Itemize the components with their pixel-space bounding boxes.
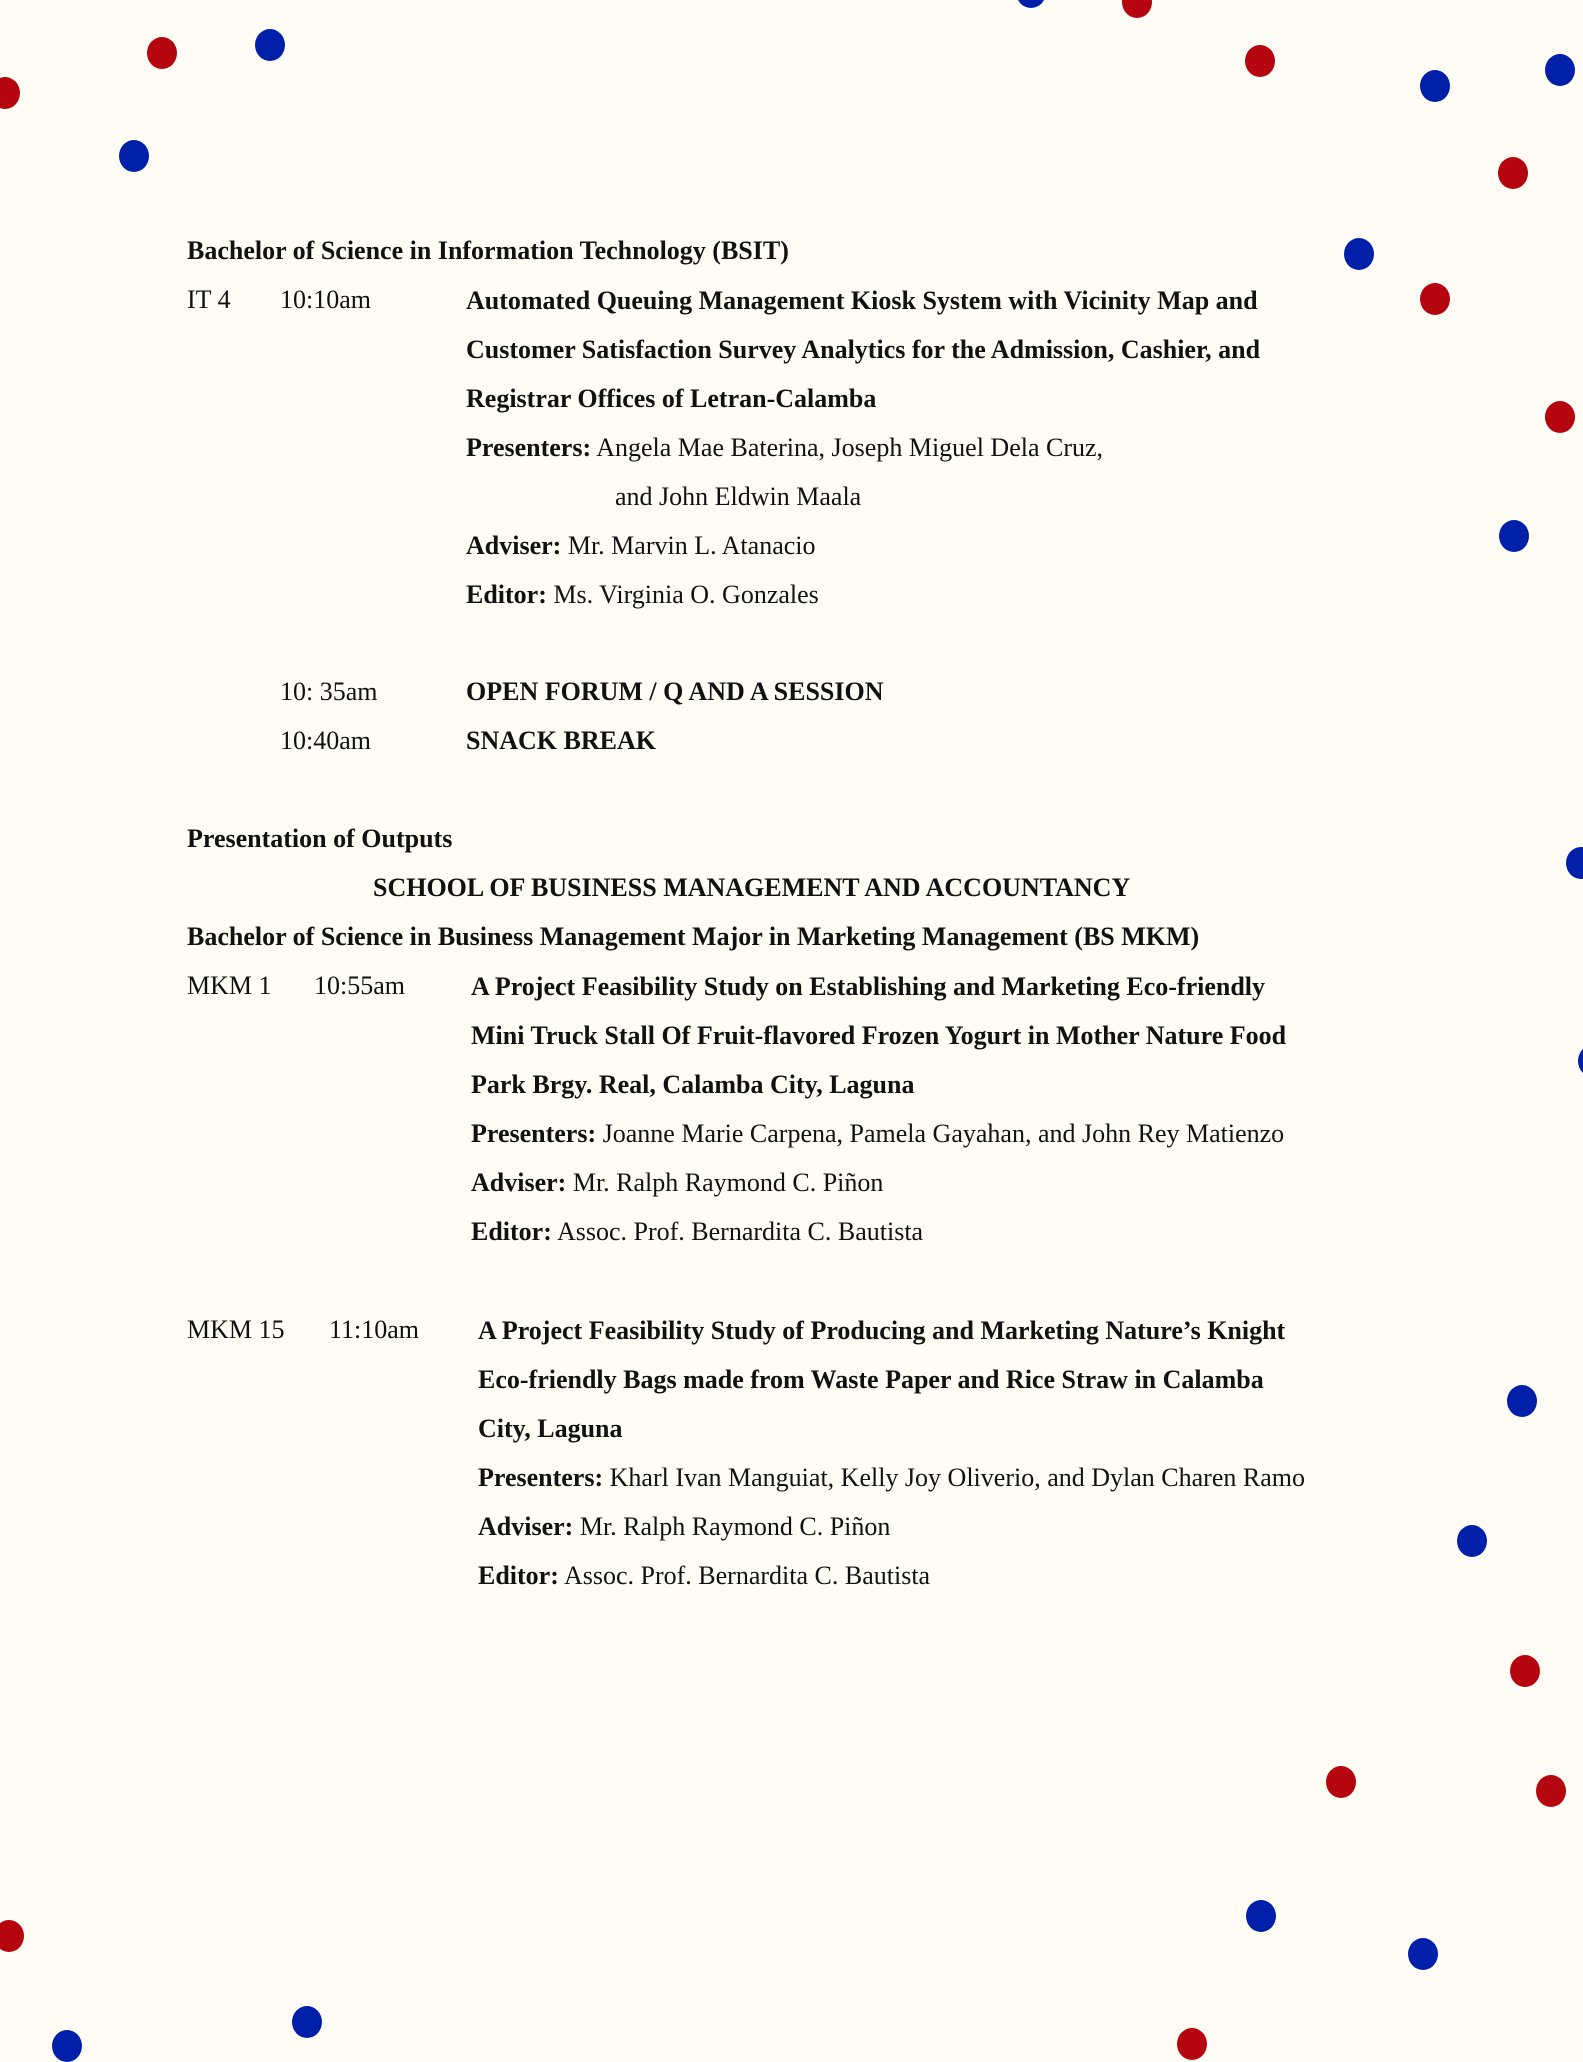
- editor-value: Assoc. Prof. Bernardita C. Bautista: [563, 1561, 931, 1590]
- break-label: SNACK BREAK: [466, 726, 656, 755]
- editor-value: Ms. Virginia O. Gonzales: [553, 580, 819, 609]
- presenters-value: Kharl Ivan Manguiat, Kelly Joy Oliverio, and Dylan Charen Ramo: [609, 1463, 1305, 1492]
- confetti-dot: [1246, 1900, 1276, 1932]
- outputs-heading: Presentation of Outputs: [187, 824, 453, 853]
- entry-title-line: Eco-friendly Bags made from Waste Paper and Rice Straw in Calamba: [478, 1365, 1264, 1394]
- bsmkm-program-heading: Bachelor of Science in Business Management Major in Marketing Management (BS MKM): [187, 922, 1200, 951]
- confetti-dot: [1245, 45, 1275, 77]
- confetti-dot: [0, 77, 20, 109]
- confetti-dot: [1566, 847, 1583, 879]
- confetti-dot: [1177, 2028, 1207, 2060]
- break-time: 10: 35am: [280, 677, 378, 706]
- bsit-entry-details: [466, 276, 1260, 619]
- confetti-dot: [1498, 157, 1528, 189]
- confetti-dot: [1420, 283, 1450, 315]
- adviser-line: [466, 521, 1260, 570]
- editor-label: Editor:: [471, 1217, 552, 1246]
- adviser-line: [471, 1158, 1286, 1207]
- entry-code: MKM 15: [187, 1315, 285, 1344]
- confetti-dot: [119, 140, 149, 172]
- editor-line: [478, 1551, 1305, 1600]
- presenters-line: [466, 423, 1260, 472]
- confetti-dot: [1344, 238, 1374, 270]
- break-time: 10:40am: [280, 726, 371, 755]
- editor-label: Editor:: [466, 580, 547, 609]
- presenters-label: Presenters:: [478, 1463, 604, 1492]
- confetti-dot: [292, 2006, 322, 2038]
- adviser-value: Mr. Ralph Raymond C. Piñon: [572, 1168, 884, 1197]
- confetti-dot: [1016, 0, 1046, 8]
- confetti-dot: [1545, 401, 1575, 433]
- entry-title-line: Mini Truck Stall Of Fruit-flavored Frozen Yogurt in Mother Nature Food: [471, 1021, 1287, 1050]
- adviser-value: Mr. Ralph Raymond C. Piñon: [579, 1512, 891, 1541]
- adviser-label: Adviser:: [471, 1168, 567, 1197]
- presenters-value: Angela Mae Baterina, Joseph Miguel Dela Cruz,: [596, 433, 1104, 462]
- confetti-dot: [1499, 520, 1529, 552]
- presenters-continuation: and John Eldwin Maala: [615, 482, 862, 511]
- mkm15-entry-details: [478, 1306, 1305, 1600]
- entry-title-line: A Project Feasibility Study on Establishing and Marketing Eco-friendly: [471, 972, 1266, 1001]
- entry-time: 11:10am: [329, 1315, 420, 1344]
- presenters-line: [478, 1453, 1305, 1502]
- adviser-line: [478, 1502, 1305, 1551]
- entry-time: 10:55am: [314, 971, 405, 1000]
- mkm1-entry-details: [471, 962, 1286, 1256]
- entry-time: 10:10am: [280, 285, 371, 314]
- confetti-dot: [1457, 1525, 1487, 1557]
- editor-value: Assoc. Prof. Bernardita C. Bautista: [556, 1217, 924, 1246]
- confetti-dot: [0, 1920, 24, 1952]
- entry-title-line: City, Laguna: [478, 1414, 623, 1443]
- confetti-dot: [255, 29, 285, 61]
- confetti-dot: [147, 37, 177, 69]
- break-label: OPEN FORUM / Q AND A SESSION: [466, 677, 884, 706]
- presenters-label: Presenters:: [471, 1119, 597, 1148]
- entry-title-line: Automated Queuing Management Kiosk System with Vicinity Map and: [466, 286, 1258, 315]
- presenters-value: Joanne Marie Carpena, Pamela Gayahan, and John Rey Matienzo: [602, 1119, 1285, 1148]
- confetti-dot: [52, 2030, 82, 2062]
- adviser-value: Mr. Marvin L. Atanacio: [567, 531, 816, 560]
- confetti-dot: [1122, 0, 1152, 18]
- editor-line: [466, 570, 1260, 619]
- adviser-label: Adviser:: [478, 1512, 574, 1541]
- confetti-dot: [1408, 1938, 1438, 1970]
- confetti-dot: [1420, 70, 1450, 102]
- bsit-program-heading: Bachelor of Science in Information Technology (BSIT): [187, 236, 789, 265]
- entry-code: MKM 1: [187, 971, 272, 1000]
- editor-line: [471, 1207, 1286, 1256]
- editor-label: Editor:: [478, 1561, 559, 1590]
- confetti-dot: [1545, 54, 1575, 86]
- entry-title-line: Registrar Offices of Letran-Calamba: [466, 384, 877, 413]
- confetti-dot: [1578, 1045, 1583, 1077]
- confetti-dot: [1510, 1655, 1540, 1687]
- presenters-label: Presenters:: [466, 433, 592, 462]
- school-heading: SCHOOL OF BUSINESS MANAGEMENT AND ACCOUNTANCY: [373, 873, 1131, 902]
- presenters-line: [471, 1109, 1286, 1158]
- entry-title-line: A Project Feasibility Study of Producing and Marketing Nature’s Knight: [478, 1316, 1286, 1345]
- confetti-dot: [1536, 1775, 1566, 1807]
- confetti-dot: [1326, 1766, 1356, 1798]
- entry-title-line: Customer Satisfaction Survey Analytics for the Admission, Cashier, and: [466, 335, 1261, 364]
- entry-code: IT 4: [187, 285, 231, 314]
- confetti-dot: [1507, 1385, 1537, 1417]
- adviser-label: Adviser:: [466, 531, 562, 560]
- entry-title-line: Park Brgy. Real, Calamba City, Laguna: [471, 1070, 915, 1099]
